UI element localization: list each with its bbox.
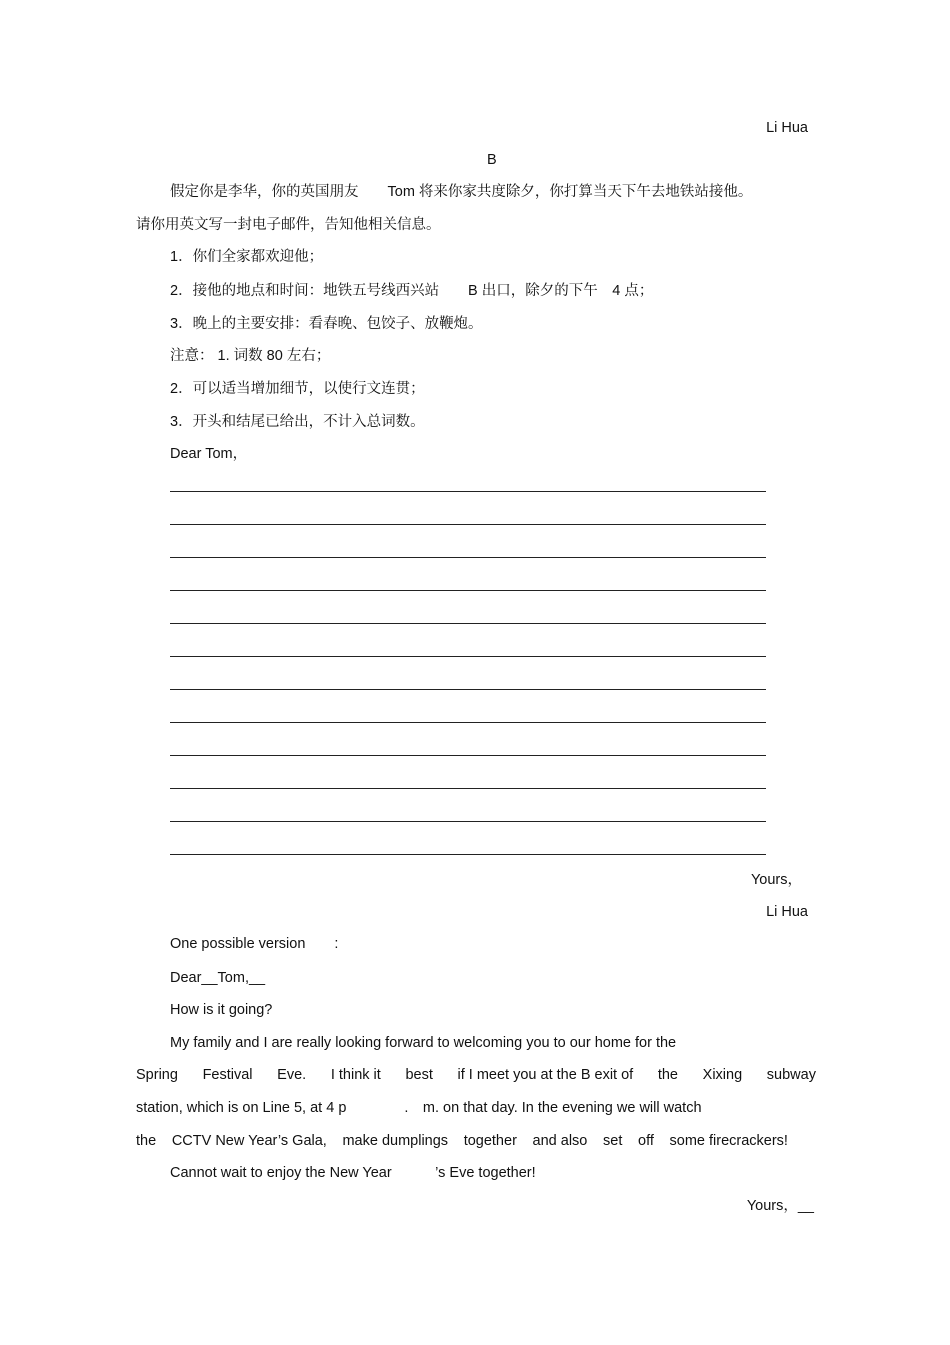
word: Xixing [702, 1067, 743, 1083]
answer-line [170, 623, 766, 624]
prompt-intro-line2: 请你用英文写一封电子邮件，告知他相关信息。 [136, 217, 441, 233]
sample-closing: Yours，__ [746, 1198, 814, 1214]
answer-line [170, 491, 766, 492]
answer-line [170, 590, 766, 591]
word: Spring [136, 1067, 178, 1083]
answer-line [170, 755, 766, 756]
prompt-intro-line1: 假定你是李华，你的英国朋友 Tom 将来你家共度除夕，你打算当天下午去地铁站接他。 [170, 184, 753, 200]
top-signature: Li Hua [766, 120, 808, 136]
sample-line-4: station, which is on Line 5, at 4 p . m. on that day. In the evening we will watch [136, 1100, 702, 1116]
answer-line [170, 788, 766, 789]
answer-line [170, 722, 766, 723]
answer-line [170, 854, 766, 855]
word: off [638, 1133, 654, 1149]
word: together [463, 1133, 517, 1149]
sample-line-6: Cannot wait to enjoy the New Year ’s Eve together! [170, 1165, 536, 1181]
sample-label: One possible version : [170, 936, 339, 952]
prompt-note-2: 2．可以适当增加细节，以使行文连贯； [170, 381, 425, 397]
sample-greeting: Dear__Tom,__ [170, 970, 266, 986]
word: subway [766, 1067, 816, 1083]
letter-closing: Yours， [750, 872, 802, 888]
sample-line-2: My family and I are really looking forward to welcoming you to our home for the [170, 1035, 677, 1051]
answer-line [170, 524, 766, 525]
sample-line-1: How is it going? [170, 1002, 273, 1018]
word: CCTV New Year’s Gala, [171, 1133, 327, 1149]
answer-line [170, 821, 766, 822]
prompt-note-3: 3．开头和结尾已给出，不计入总词数。 [170, 414, 425, 430]
prompt-point-2: 2．接他的地点和时间：地铁五号线西兴站 B 出口，除夕的下午 4 点； [170, 283, 654, 299]
word: I think it [330, 1067, 381, 1083]
word: make dumplings [342, 1133, 449, 1149]
sample-line-5 [136, 1132, 788, 1150]
answer-line [170, 557, 766, 558]
prompt-point-1: 1．你们全家都欢迎他； [170, 249, 324, 265]
word: set [603, 1133, 623, 1149]
section-label: B [487, 152, 497, 168]
word: the [657, 1067, 679, 1083]
word: the [136, 1133, 157, 1149]
word: if I meet you at the B exit of [457, 1067, 634, 1083]
letter-greeting: Dear Tom， [170, 446, 248, 462]
word: Eve. [277, 1067, 307, 1083]
prompt-point-3: 3．晚上的主要安排：看春晚、包饺子、放鞭炮。 [170, 316, 483, 332]
sample-line-3 [136, 1066, 816, 1084]
word: best [405, 1067, 433, 1083]
word: Festival [202, 1067, 253, 1083]
answer-line [170, 689, 766, 690]
prompt-note-1: 注意： 1. 词数 80 左右； [170, 348, 331, 364]
letter-signature: Li Hua [766, 904, 808, 920]
answer-line [170, 656, 766, 657]
word: some firecrackers! [669, 1133, 788, 1149]
word: and also [532, 1133, 588, 1149]
